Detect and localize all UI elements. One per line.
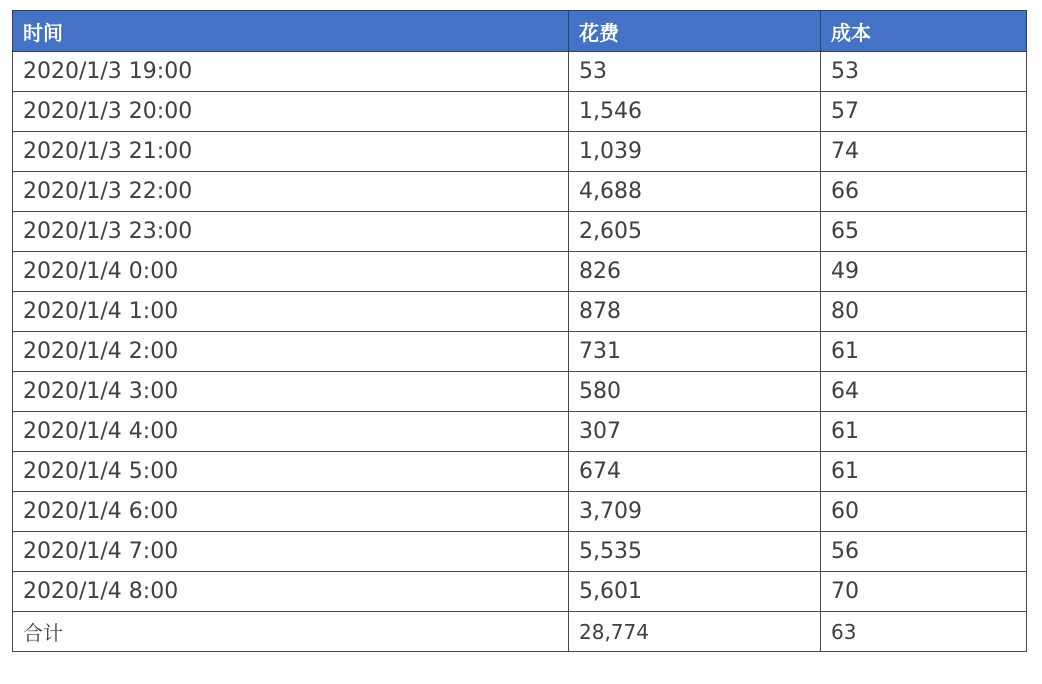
cost-cell: 80	[821, 292, 1027, 332]
time-cell: 2020/1/4 7:00	[13, 532, 569, 572]
column-header-cost: 成本	[821, 11, 1027, 52]
spend-cell: 1,546	[569, 92, 821, 132]
time-cell: 2020/1/4 0:00	[13, 252, 569, 292]
cost-cell: 61	[821, 452, 1027, 492]
cost-cell: 56	[821, 532, 1027, 572]
table-row	[13, 572, 1027, 612]
total-spend-cell: 28,774	[569, 612, 821, 652]
time-cell: 2020/1/4 4:00	[13, 412, 569, 452]
time-cell: 2020/1/4 8:00	[13, 572, 569, 612]
table-row	[13, 92, 1027, 132]
spend-cell: 5,535	[569, 532, 821, 572]
cost-cell: 61	[821, 332, 1027, 372]
table-row	[13, 332, 1027, 372]
time-cell: 2020/1/3 22:00	[13, 172, 569, 212]
cost-cell: 64	[821, 372, 1027, 412]
time-cell: 2020/1/4 6:00	[13, 492, 569, 532]
spend-cell: 307	[569, 412, 821, 452]
total-label-cell: 合计	[13, 612, 569, 652]
data-table-container	[12, 10, 1026, 652]
cost-cell: 65	[821, 212, 1027, 252]
table-row	[13, 212, 1027, 252]
time-cell: 2020/1/4 5:00	[13, 452, 569, 492]
cost-cell: 74	[821, 132, 1027, 172]
total-row	[13, 612, 1027, 652]
time-cell: 2020/1/3 20:00	[13, 92, 569, 132]
spend-cell: 2,605	[569, 212, 821, 252]
cost-cell: 61	[821, 412, 1027, 452]
cost-cell: 60	[821, 492, 1027, 532]
time-cell: 2020/1/4 2:00	[13, 332, 569, 372]
table-row	[13, 372, 1027, 412]
time-cell: 2020/1/3 21:00	[13, 132, 569, 172]
column-header-spend: 花费	[569, 11, 821, 52]
header-row	[13, 11, 1027, 52]
table-row	[13, 492, 1027, 532]
column-header-time: 时间	[13, 11, 569, 52]
cost-cell: 49	[821, 252, 1027, 292]
spend-cell: 674	[569, 452, 821, 492]
spend-cell: 1,039	[569, 132, 821, 172]
cost-cell: 53	[821, 52, 1027, 92]
table-row	[13, 52, 1027, 92]
spend-cell: 878	[569, 292, 821, 332]
data-table	[12, 10, 1027, 652]
cost-cell: 66	[821, 172, 1027, 212]
time-cell: 2020/1/3 19:00	[13, 52, 569, 92]
spend-cell: 3,709	[569, 492, 821, 532]
spend-cell: 5,601	[569, 572, 821, 612]
table-row	[13, 252, 1027, 292]
spend-cell: 4,688	[569, 172, 821, 212]
table-row	[13, 132, 1027, 172]
time-cell: 2020/1/4 3:00	[13, 372, 569, 412]
table-row	[13, 172, 1027, 212]
time-cell: 2020/1/4 1:00	[13, 292, 569, 332]
table-row	[13, 532, 1027, 572]
table-body	[13, 52, 1027, 612]
table-row	[13, 412, 1027, 452]
spend-cell: 53	[569, 52, 821, 92]
cost-cell: 70	[821, 572, 1027, 612]
time-cell: 2020/1/3 23:00	[13, 212, 569, 252]
total-cost-cell: 63	[821, 612, 1027, 652]
spend-cell: 731	[569, 332, 821, 372]
table-row	[13, 292, 1027, 332]
table-row	[13, 452, 1027, 492]
spend-cell: 580	[569, 372, 821, 412]
cost-cell: 57	[821, 92, 1027, 132]
spend-cell: 826	[569, 252, 821, 292]
